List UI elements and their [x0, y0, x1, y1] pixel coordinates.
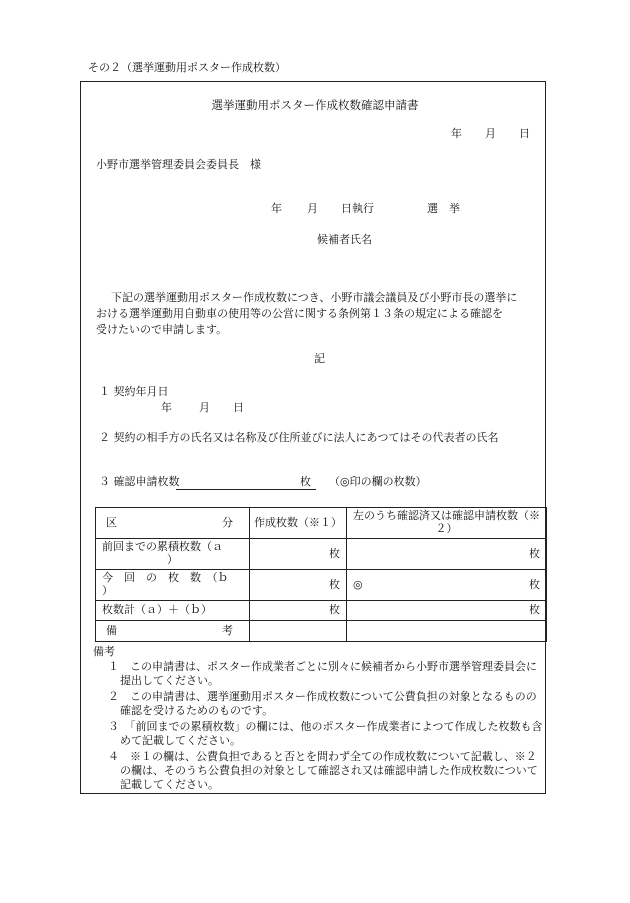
table-row: [96, 601, 547, 621]
row-made-cell[interactable]: 枚: [250, 601, 347, 621]
row-label: [96, 539, 250, 570]
header-made-count: 作成枚数（※１）: [250, 508, 347, 539]
date-year: 年: [451, 127, 462, 140]
body-line-1: 下記の選挙運動用ポスター作成枚数につき、小野市議会議員及び小野市長の選挙に: [111, 291, 518, 304]
note-item: [108, 660, 546, 688]
form-title: 選挙運動用ポスター作成枚数確認申請書: [211, 98, 419, 112]
count-table: [95, 507, 547, 642]
note-text: １ この申請書は、ポスター作成業者ごとに別々に候補者から小野市選挙管理委員会に提出してください。: [108, 660, 537, 687]
row-confirmed-cell[interactable]: [347, 570, 547, 601]
body-line-2: おける選挙運動用自動車の使用等の公営に関する条例第１３条の規定による確認を: [96, 307, 503, 320]
election-day: 日執行: [341, 202, 374, 215]
header-category: [96, 508, 250, 539]
item1-day: 日: [233, 401, 244, 414]
header-confirmed-count: 左のうち確認済又は確認申請枚数（※２）: [347, 508, 547, 539]
row-made-cell[interactable]: 枚: [250, 570, 347, 601]
election-month: 月: [307, 202, 318, 215]
item1-year: 年: [161, 401, 172, 414]
table-remarks-row: [96, 621, 547, 642]
note-text: ４ ※１の欄は、公費負担であると否とを問わず全ての作成枚数について記載し、※２の欄は、そのうち公費負担の対象として確認され又は確認申請した作成枚数について記載してください。: [108, 750, 538, 791]
row-label-line1: 今 回 の 枚 数 （ｂ: [102, 571, 229, 585]
table-row: [96, 570, 547, 601]
notes-heading: 備考: [93, 645, 115, 658]
item1-label: １ 契約年月日: [99, 385, 169, 398]
ki-label: 記: [314, 352, 325, 365]
election-type: 選 挙: [427, 202, 460, 215]
row-confirmed-unit: 枚: [529, 577, 540, 591]
remarks-made-cell[interactable]: [250, 621, 347, 642]
remarks-label-a: 備: [106, 623, 117, 637]
note-item: [108, 750, 546, 792]
item1-month: 月: [199, 401, 210, 414]
double-circle-mark: ◎: [353, 577, 363, 591]
note-text: ３ 「前回までの累積枚数」の欄には、他のポスター作成業者によつて作成した枚数も含めて記載してください。: [108, 720, 543, 747]
remarks-confirmed-cell[interactable]: [347, 621, 547, 642]
row-label-line2: ）: [167, 553, 178, 566]
table-row: [96, 539, 547, 570]
table-header-row: [96, 508, 547, 539]
note-text: ２ この申請書は、選挙運動用ポスター作成枚数について公費負担の対象となるものの確認を受けるためのものです。: [108, 690, 537, 717]
addressee: 小野市選挙管理委員会委員長 様: [96, 158, 261, 171]
header-category-b: 分: [222, 515, 233, 529]
row-made-cell[interactable]: 枚: [250, 539, 347, 570]
item3-note: （◎印の欄の枚数）: [329, 475, 427, 488]
header-category-a: 区: [106, 515, 117, 529]
row-label: [96, 570, 250, 601]
item3-underline: [176, 489, 316, 490]
form-heading: その２（選挙運動用ポスター作成枚数）: [88, 61, 286, 74]
item2-label: ２ 契約の相手方の氏名又は名称及び住所並びに法人にあつてはその代表者の氏名: [99, 431, 499, 444]
row-label-line1: 前回までの累積枚数（ａ: [102, 540, 223, 554]
row-label: 枚数計（ａ）＋（ｂ）: [96, 601, 250, 621]
election-year: 年: [271, 202, 282, 215]
item3-label: ３ 確認申請枚数: [99, 475, 180, 488]
row-label-line2: ）: [102, 584, 113, 597]
date-day: 日: [519, 127, 530, 140]
note-item: [108, 720, 546, 748]
candidate-name-label: 候補者氏名: [317, 233, 372, 246]
row-confirmed-cell[interactable]: 枚: [347, 539, 547, 570]
item3-unit: 枚: [300, 475, 311, 488]
body-line-3: 受けたいので申請します。: [96, 323, 228, 336]
row-confirmed-cell[interactable]: 枚: [347, 601, 547, 621]
remarks-label: [96, 621, 250, 642]
remarks-label-b: 考: [222, 623, 233, 637]
note-item: [108, 690, 546, 718]
date-month: 月: [485, 127, 496, 140]
